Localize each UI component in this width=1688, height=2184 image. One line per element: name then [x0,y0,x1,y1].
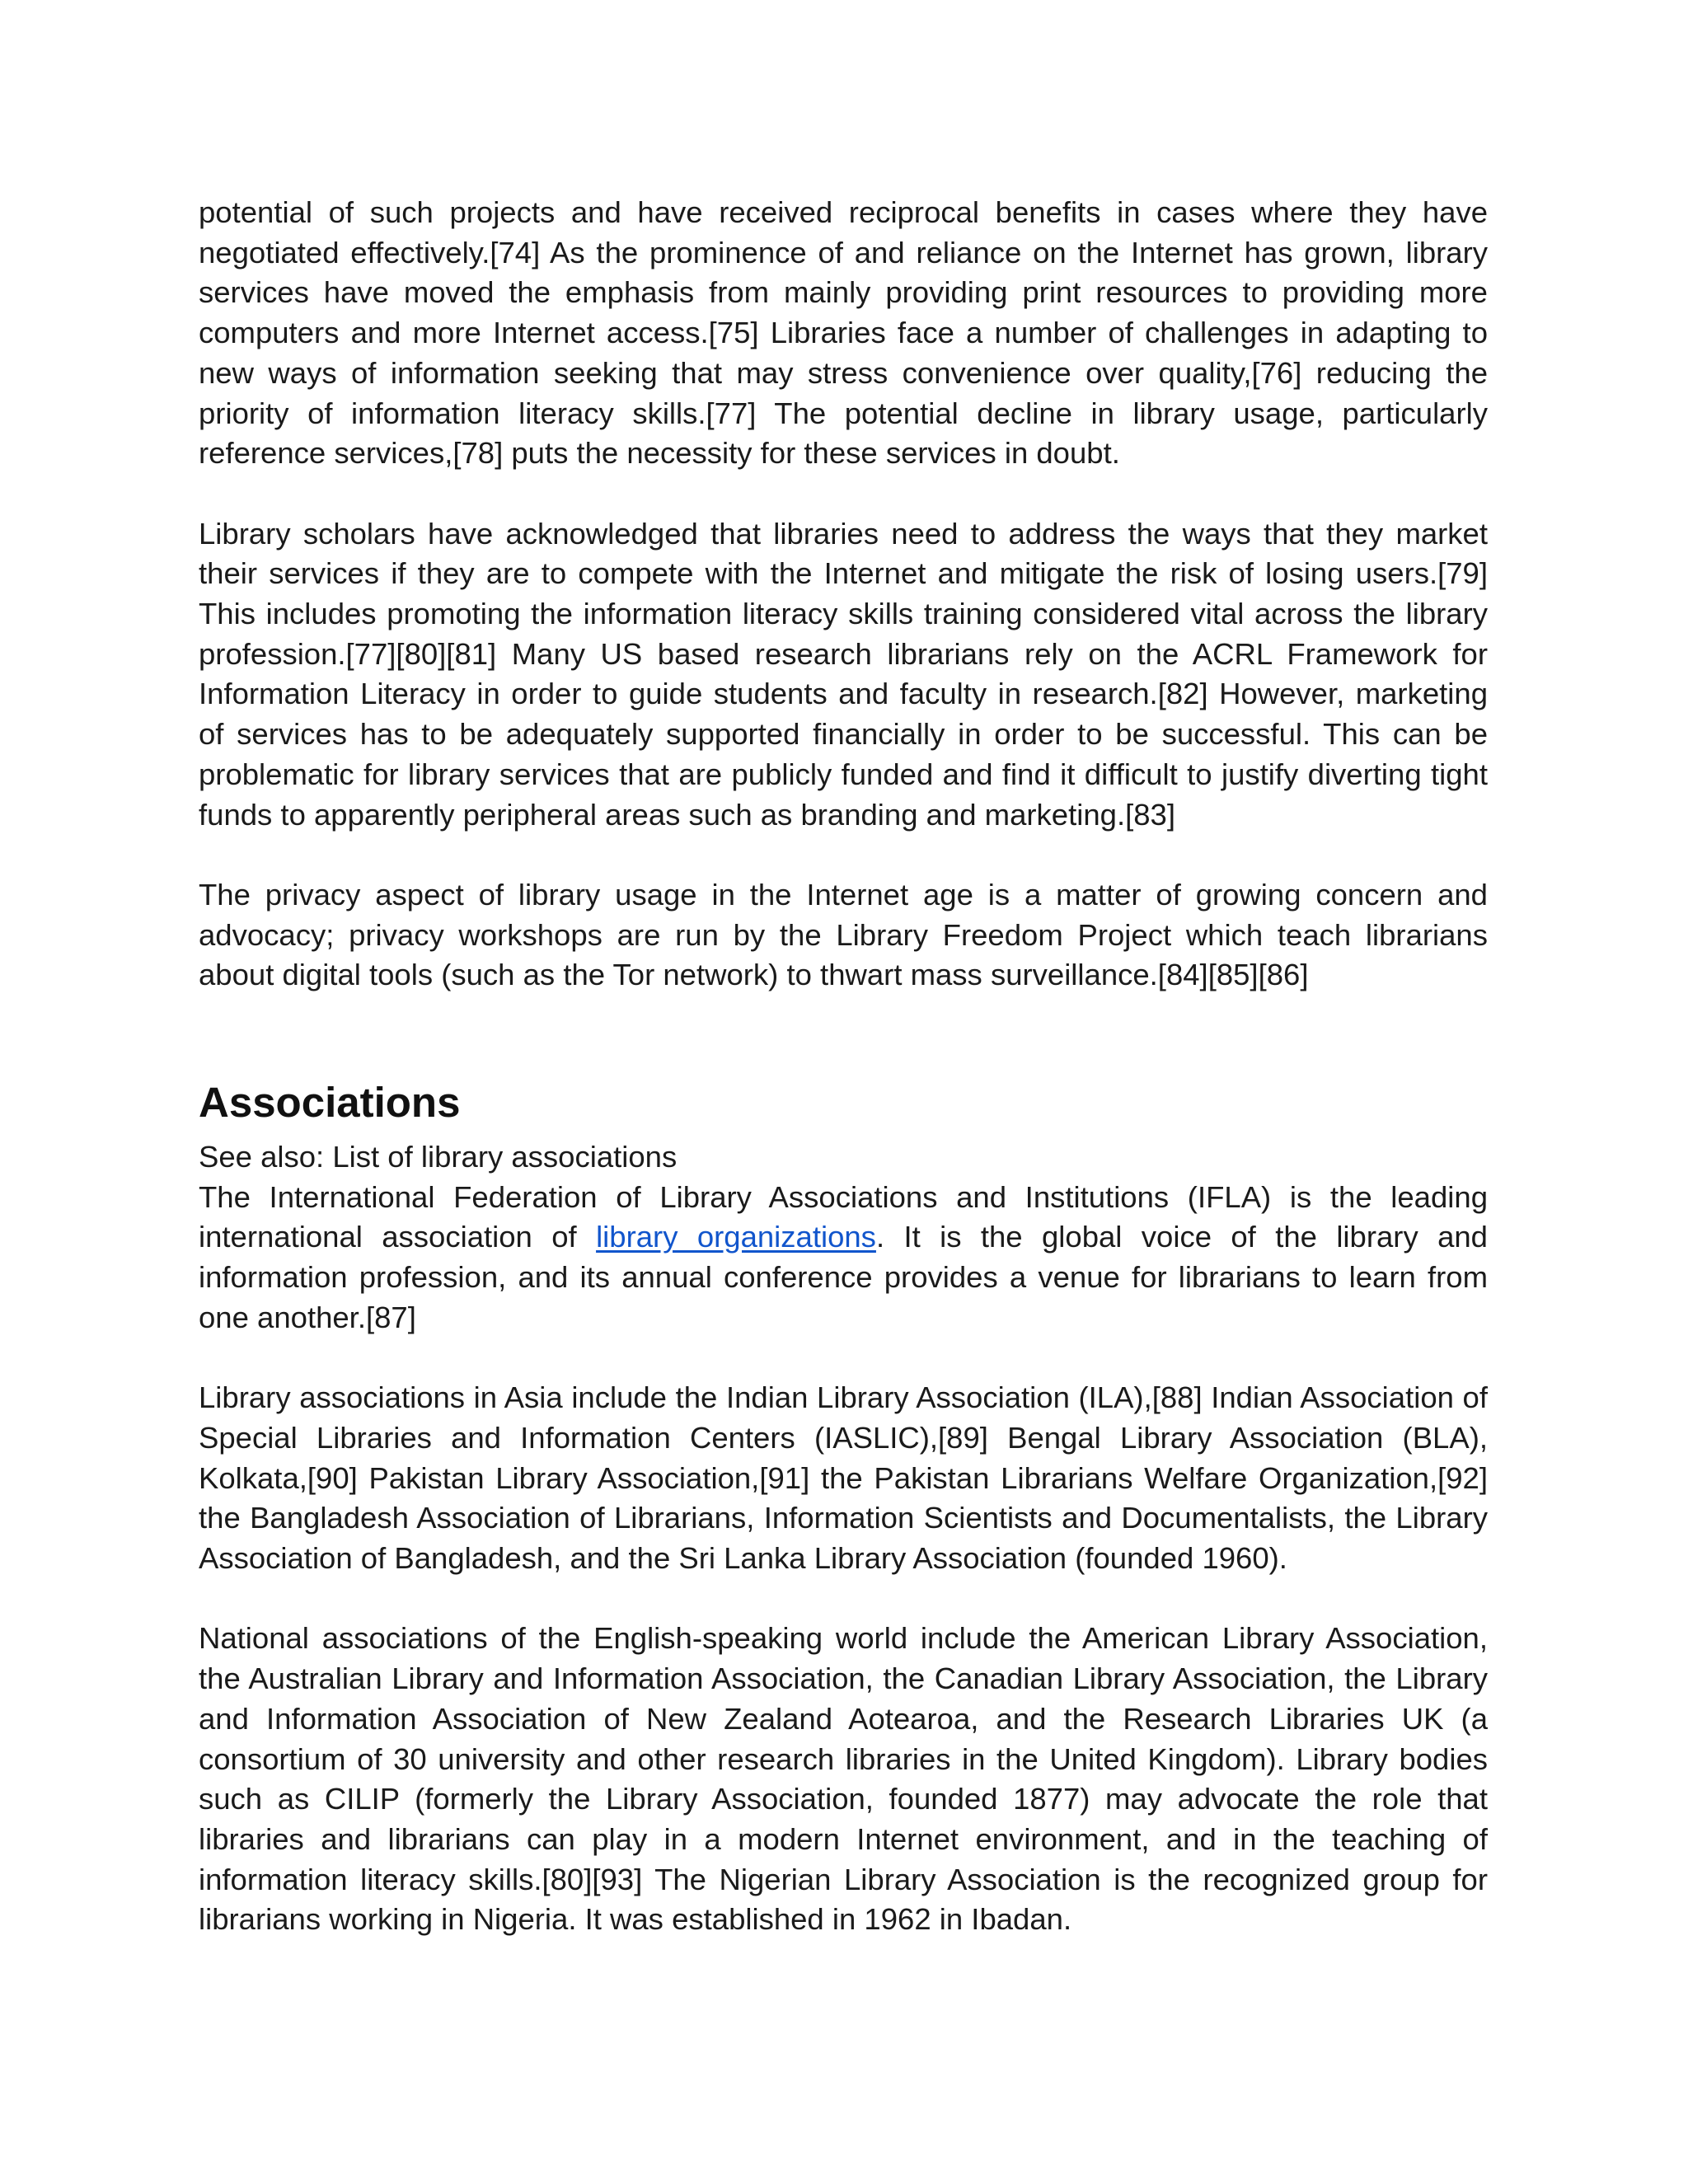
document-page [199,193,1488,1940]
paragraph-privacy: The privacy aspect of library usage in the Internet age is a matter of growing concern and advocacy; privacy workshops are run by the Library Freedom Project which teach librarians about digital tools (such as the Tor network) to thwart mass surveillance.[84][85][86] [199,877,1488,992]
library-organizations-link[interactable]: library organizations [596,1220,876,1254]
paragraph-english-speaking-associations: National associations of the English-speaking world include the American Library Association, the Australian Library and Information Association, the Canadian Library Association, the Library and Information Association of New Zealand Aotearoa, and the Research Libraries UK (a consortium of 30 university and other research libraries in the United Kingdom). Library bodies such as CILIP (formerly the Library Association, founded 1877) may advocate the role that libraries and librarians can play in a modern Internet environment, and in the teaching of information literacy skills.[80][93] The Nigerian Library Association is the recognized group for librarians working in Nigeria. It was established in 1962 in Ibadan. [199,1621,1488,1937]
paragraph-marketing: Library scholars have acknowledged that libraries need to address the ways that they market their services if they are to compete with the Internet and mitigate the risk of losing users.[79] This includes promoting the information literacy skills training considered vital across the library profession.[77][80][81] Many US based research librarians rely on the ACRL Framework for Information Literacy in order to guide students and faculty in research.[82] However, marketing of services has to be adequately supported financially in order to be successful. This can be problematic for library services that are publicly funded and find it difficult to justify diverting tight funds to apparently peripheral areas such as branding and marketing.[83] [199,516,1488,832]
paragraph-internet-challenges: potential of such projects and have received reciprocal benefits in cases where they have negotiated effectively.[74] As the prominence of and reliance on the Internet has grown, library services have moved the emphasis from mainly providing print resources to providing more computers and more Internet access.[75] Libraries face a number of challenges in adapting to new ways of information seeking that may stress convenience over quality,[76] reducing the priority of information literacy skills.[77] The potential decline in library usage, particularly reference services,[78] puts the necessity for these services in doubt. [199,195,1488,471]
paragraph-ifla [199,1178,1488,1338]
see-also-note: See also: List of library associations [199,1140,678,1174]
ifla-text-after: . It is the global voice of the library and information profession, and its annual conference provides a venue for librarians to learn from one another.[87] [199,1220,1488,1334]
paragraph-asia-associations: Library associations in Asia include the Indian Library Association (ILA),[88] Indian Association of Special Libraries and Information Centers (IASLIC),[89] Bengal Library Association (BLA), Kolkata,[90] Pakistan Library Association,[91] the Pakistan Librarians Welfare Organization,[92] the Bangladesh Association of Librarians, Information Scientists and Documentalists, the Library Association of Bangladesh, and the Sri Lanka Library Association (founded 1960). [199,1380,1488,1576]
section-heading-associations: Associations [199,1079,461,1127]
ifla-text-before: The International Federation of Library Associations and Institutions (IFLA) is the leading international association of [199,1179,1488,1254]
